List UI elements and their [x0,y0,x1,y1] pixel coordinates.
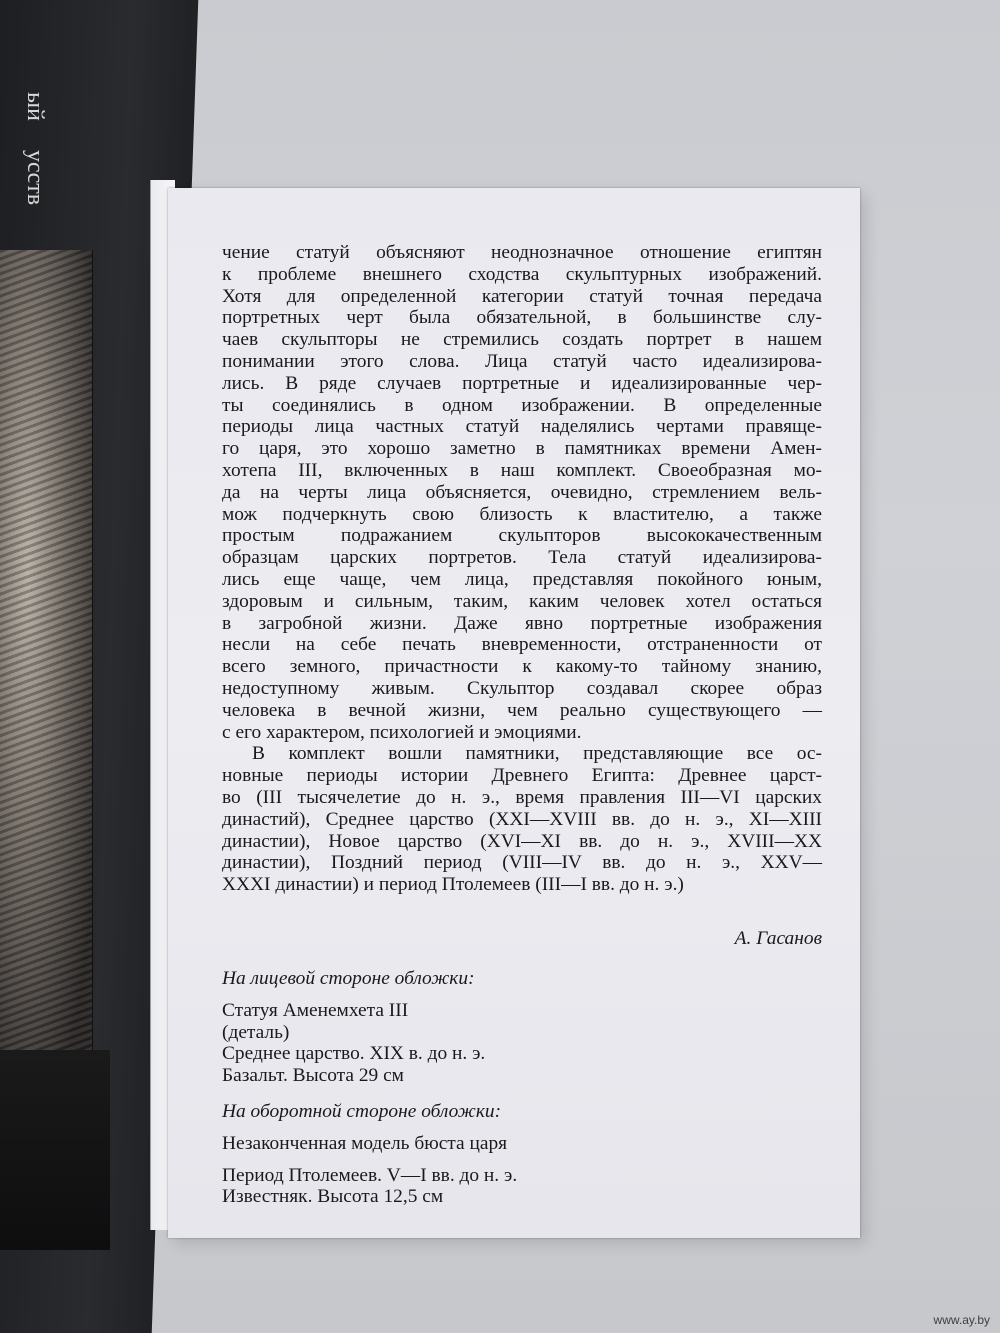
front-cover-line: (деталь) [222,1021,290,1043]
periods-line: династии), Поздний период (VIII—IV вв. до н. э., XXV— [222,852,822,874]
body-line: да на черты лица объясняется, очевидно, стремлением вель- [222,481,822,503]
body-line: образцам царских портретов. Тела статуй идеализирова- [222,547,822,569]
body-line: с его характером, психологией и эмоциями. [222,721,582,743]
periods-line: династии), Новое царство (XVI—XI вв. до н. э., XVIII—XX [222,830,822,852]
body-line: человека в вечной жизни, чем реально существующего — [222,699,822,721]
booklet-page [168,188,860,1238]
body-line: всего земного, причастности к какому-то тайному знанию, [222,656,822,678]
body-line: простым подражанием скульпторов высококачественным [222,525,822,547]
spine-text-1: ый [22,92,48,121]
body-line: периоды лица частных статуй наделялись чертами правяще- [222,416,822,438]
body-line: в загробной жизни. Даже явно портретные изображения [222,612,822,634]
body-line: ты соединялись в одном изображении. В определенные [222,394,822,416]
cover-credits [222,968,822,1208]
spine-text-2: усств [22,150,48,206]
body-text [222,242,822,896]
cover-photo-statue [0,250,93,1050]
body-line: лись еще чаще, чем лица, представляя покойного юным, [222,568,822,590]
watermark: www.ay.by [933,1313,990,1327]
body-line: го царя, это хорошо заметно в памятниках времени Амен- [222,438,822,460]
body-line: несли на себе печать вневременности, отстраненности от [222,634,822,656]
periods-line: во (III тысячелетие до н. э., время правления III—VI царских [222,786,822,808]
body-line: чение статуй объясняют неоднозначное отношение египтян [222,242,822,263]
front-cover-heading: На лицевой стороне обложки: [222,968,475,989]
back-cover-line: Известняк. Высота 12,5 см [222,1186,444,1208]
periods-line: В комплект вошли памятники, представляющие все ос- [252,743,822,765]
body-line: недоступному живым. Скульптор создавал скорее образ [222,677,822,699]
body-line: здоровым и сильным, таким, каким человек хотел остаться [222,590,822,612]
body-line: понимании этого слова. Лица статуй часто идеализирова- [222,350,822,372]
periods-line: XXXI династии) и период Птолемеев (III—I вв. до н. э.) [222,874,684,896]
periods-line: новные периоды истории Древнего Египта: Древнее царст- [222,765,822,787]
back-cover-heading: На оборотной стороне обложки: [222,1100,502,1122]
cover-photo-shadow [0,1050,110,1250]
front-cover-line: Среднее царство. XIX в. до н. э. [222,1043,486,1065]
body-line: портретных черт была обязательной, в большинстве слу- [222,307,822,329]
back-cover-line: Период Птолемеев. V—I вв. до н. э. [222,1164,518,1186]
body-line: лись. В ряде случаев портретные и идеализированные чер- [222,372,822,394]
body-line: к проблеме внешнего сходства скульптурных изображений. [222,263,822,285]
front-cover-line: Базальт. Высота 29 см [222,1065,404,1087]
body-line: мож подчеркнуть свою близость к властителю, а также [222,503,822,525]
author-signature: А. Гасанов [734,928,822,949]
periods-line: династий), Среднее царство (XXI—XVIII вв. до н. э., XI—XIII [222,808,822,830]
front-cover-line: Статуя Аменемхета III [222,999,409,1021]
back-cover-title: Незаконченная модель бюста царя [222,1132,508,1154]
body-line: Хотя для определенной категории статуй точная передача [222,285,822,307]
body-line: чаев скульпторы не стремились создать портрет в нашем [222,329,822,351]
body-line: хотепа III, включенных в наш комплект. Своеобразная мо- [222,459,822,481]
